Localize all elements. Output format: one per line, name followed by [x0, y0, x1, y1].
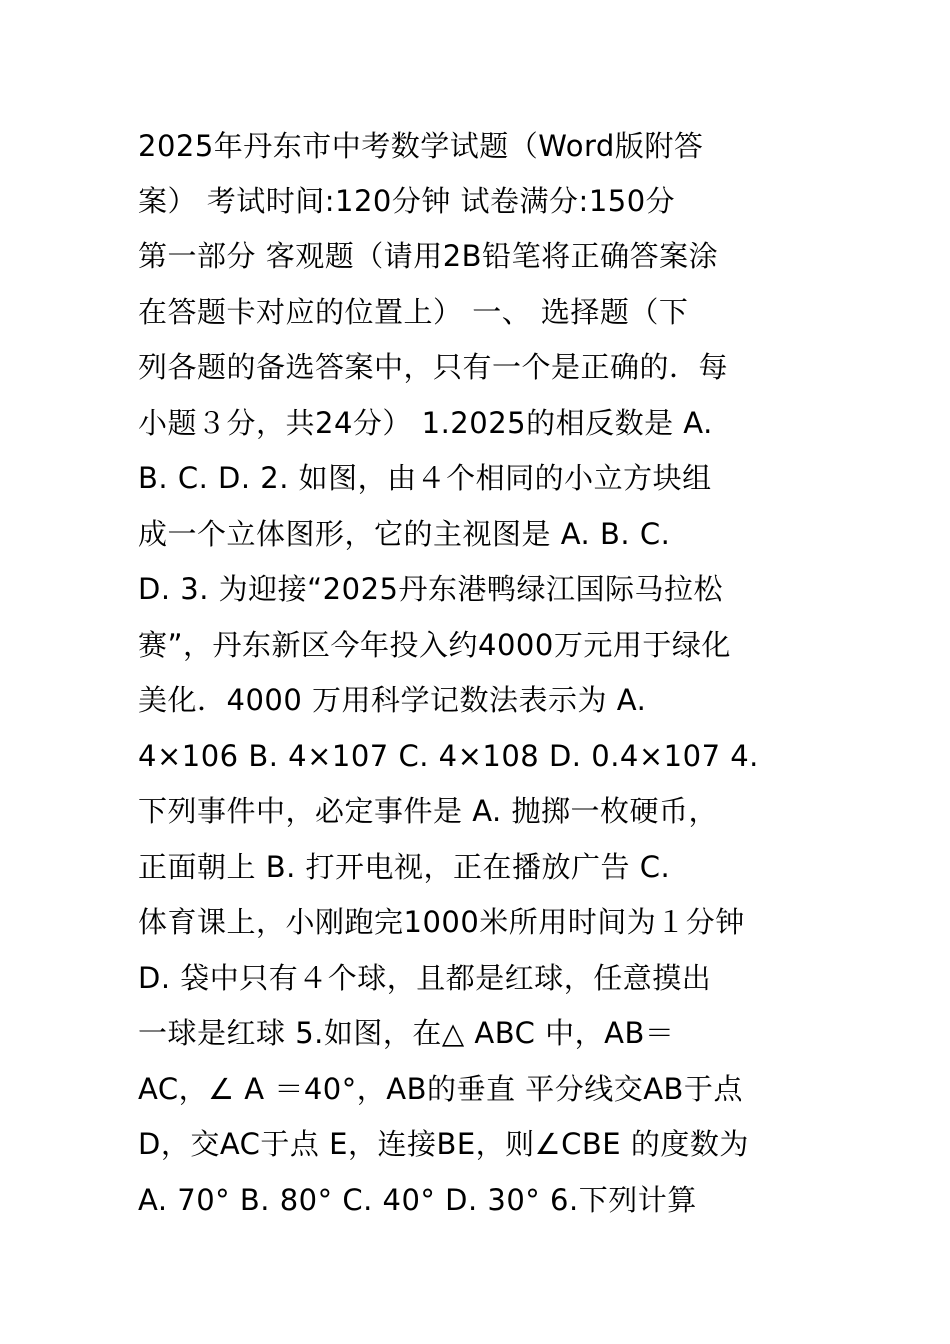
text-line: 在答题卡对应的位置上） 一、 选择题（下: [138, 295, 689, 329]
text-line: D，交AC于点 E，连接BE，则∠CBE 的度数为: [138, 1127, 749, 1161]
text-line: 小题３分，共24分） 1.2025的相反数是 A.: [138, 406, 713, 440]
text-line: 第一部分 客观题（请用2B铅笔将正确答案涂: [138, 239, 719, 273]
text-line: 4×106 B. 4×107 C. 4×108 D. 0.4×107 4.: [138, 739, 759, 773]
text-line: 案） 考试时间:120分钟 试卷满分:150分: [138, 184, 676, 218]
text-line: D. 3. 为迎接“2025丹东港鸭绿江国际马拉松: [138, 572, 723, 606]
text-line: 成一个立体图形，它的主视图是 A. B. C.: [138, 517, 671, 551]
text-line: D. 袋中只有４个球，且都是红球，任意摸出: [138, 961, 712, 995]
text-line: 下列事件中，必定事件是 A. 抛掷一枚硬币，: [138, 794, 718, 828]
text-line: A. 70° B. 80° C. 40° D. 30° 6.下列计算: [138, 1183, 697, 1217]
text-line: 正面朝上 B. 打开电视，正在播放广告 C.: [138, 850, 671, 884]
text-line: B. C. D. 2. 如图，由４个相同的小立方块组: [138, 461, 712, 495]
text-line: AC，∠ A ＝40°，AB的垂直 平分线交AB于点: [138, 1072, 743, 1106]
text-line: 列各题的备选答案中，只有一个是正确的．每: [138, 350, 729, 384]
text-line: 体育课上，小刚跑完1000米所用时间为１分钟: [138, 905, 745, 939]
text-line: 2025年丹东市中考数学试题（Word版附答: [138, 129, 704, 163]
text-line: 美化．4000 万用科学记数法表示为 A.: [138, 683, 647, 717]
text-line: 赛”，丹东新区今年投入约4000万元用于绿化: [138, 628, 731, 662]
text-line: 一球是红球 5.如图，在△ ABC 中，AB＝: [138, 1016, 675, 1050]
